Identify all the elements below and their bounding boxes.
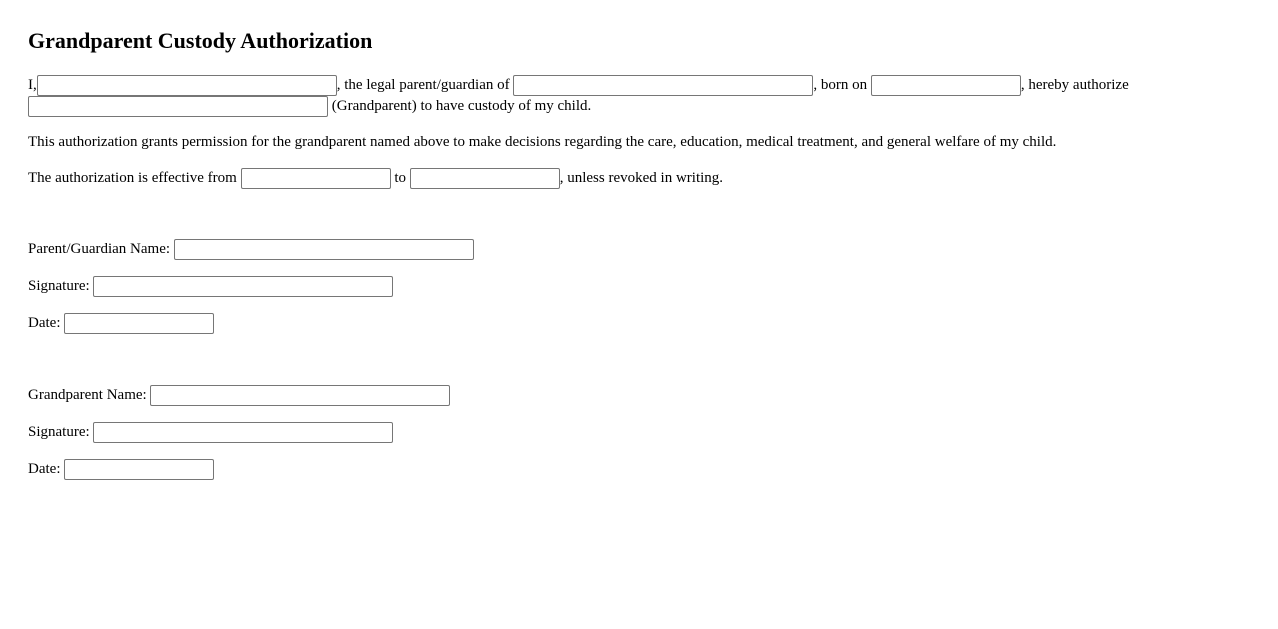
effective-text-to: to [394, 170, 406, 187]
grandparent-date-label: Date: [28, 461, 61, 478]
grandparent-name-row [28, 385, 1278, 406]
grandparent-date-row [28, 459, 1278, 480]
grandparent-name-label: Grandparent Name: [28, 387, 147, 404]
grandparent-signature-input[interactable] [93, 422, 393, 443]
effective-text-revoked: , unless revoked in writing. [559, 170, 724, 187]
intro-text-legal-parent: , the legal parent/guardian of [336, 77, 510, 93]
child-dob-input[interactable] [871, 75, 1021, 96]
grandparent-signature-name-input[interactable] [150, 385, 450, 406]
intro-text-born-on: , born on [813, 77, 868, 93]
page-title: Grandparent Custody Authorization [28, 28, 373, 53]
parent-date-input[interactable] [64, 313, 214, 334]
grandparent-date-input[interactable] [64, 459, 214, 480]
parent-date-row [28, 313, 1278, 334]
parent-name-label: Parent/Guardian Name: [28, 241, 171, 258]
grandparent-name-input[interactable] [28, 96, 328, 117]
grant-paragraph: This authorization grants permission for the grandparent named above to make decisions regarding the care, education, medical treatment, and general welfare of my child. [28, 134, 1057, 151]
child-name-input[interactable] [513, 75, 813, 96]
form-page [0, 28, 1278, 480]
grandparent-signature-label: Signature: [28, 424, 90, 441]
parent-name-input[interactable] [37, 75, 337, 96]
parent-name-row [28, 239, 1278, 260]
parent-guardian-name-input[interactable] [174, 239, 474, 260]
intro-text-hereby-authorize: , hereby authorize [1020, 77, 1129, 93]
intro-paragraph [28, 75, 1278, 117]
parent-signature-row [28, 276, 1278, 297]
effective-start-date-input[interactable] [241, 168, 391, 189]
grandparent-signature-block [28, 385, 1278, 480]
intro-text-i: I, [28, 77, 37, 93]
parent-date-label: Date: [28, 315, 61, 332]
effective-end-date-input[interactable] [410, 168, 560, 189]
parent-signature-block [28, 239, 1278, 334]
effective-paragraph [28, 168, 1278, 189]
grandparent-signature-row [28, 422, 1278, 443]
effective-text-from: The authorization is effective from [28, 170, 237, 187]
parent-signature-label: Signature: [28, 278, 90, 295]
intro-text-custody: (Grandparent) to have custody of my child. [331, 98, 592, 115]
parent-signature-input[interactable] [93, 276, 393, 297]
